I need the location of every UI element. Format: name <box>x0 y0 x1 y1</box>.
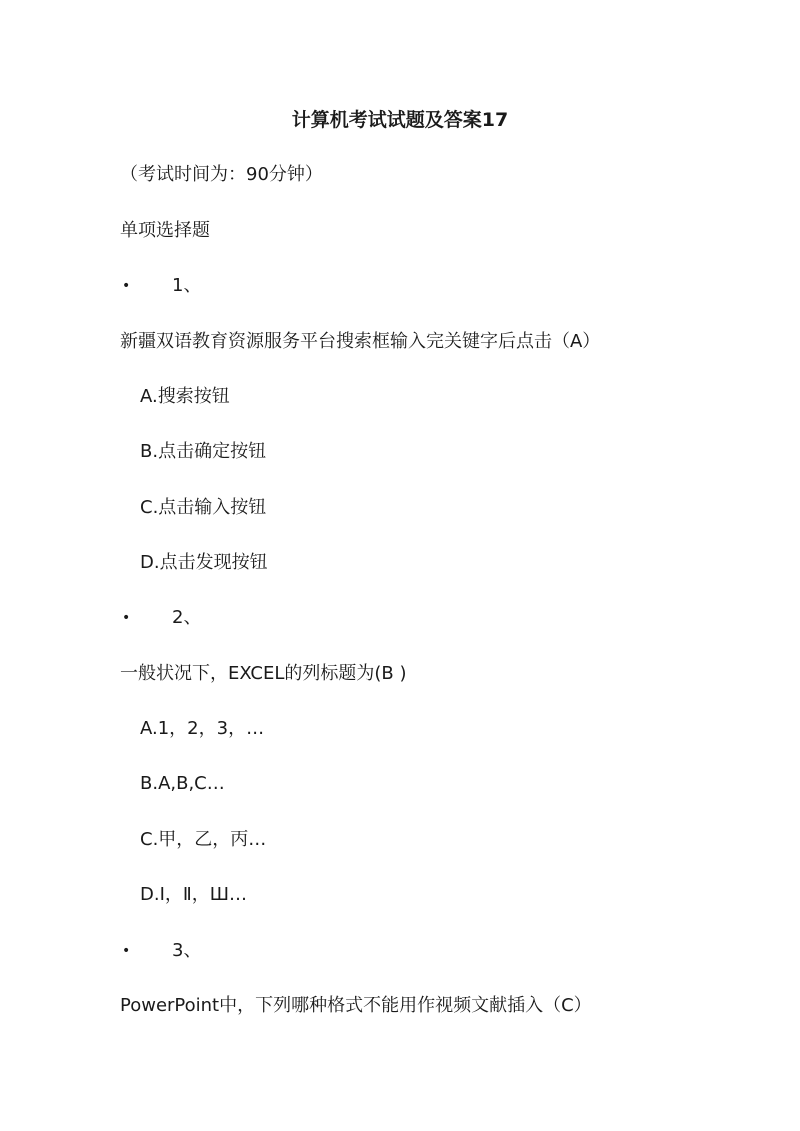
question-text: 一般状况下，EXCEL的列标题为(B ) <box>120 663 407 684</box>
option-d: D.点击发现按钮 <box>140 552 268 573</box>
bullet-icon: • <box>122 278 131 294</box>
exam-time-note: （考试时间为：90分钟） <box>120 164 323 185</box>
option-b: B.点击确定按钮 <box>140 441 267 462</box>
bullet-icon: • <box>122 943 131 959</box>
option-c: C.甲，乙，丙… <box>140 829 267 850</box>
bullet-icon: • <box>122 610 131 626</box>
option-c: C.点击输入按钮 <box>140 497 267 518</box>
question-text: PowerPoint中，下列哪种格式不能用作视频文献插入（C） <box>120 995 592 1016</box>
question-number: 1、 <box>172 275 202 296</box>
question-number: 2、 <box>172 607 202 628</box>
question-text: 新疆双语教育资源服务平台搜索框输入完关键字后点击（A） <box>120 331 601 352</box>
section-heading: 单项选择题 <box>120 220 210 241</box>
option-b: B.A,B,C… <box>140 773 225 794</box>
document-title: 计算机考试试题及答案17 <box>291 109 509 131</box>
option-a: A.1，2，3，… <box>140 718 265 739</box>
option-d: D.I，Ⅱ，Ш… <box>140 884 247 905</box>
question-number: 3、 <box>172 940 202 961</box>
option-a: A.搜索按钮 <box>140 386 230 407</box>
